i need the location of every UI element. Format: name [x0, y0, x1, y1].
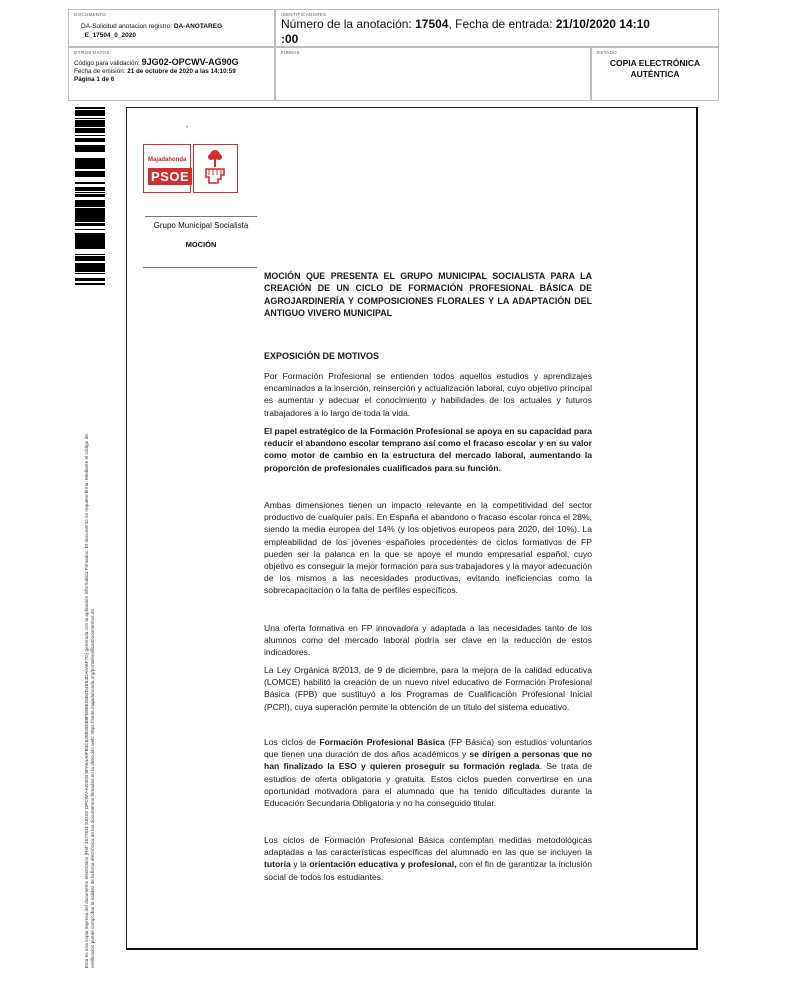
- p6-part-b: Formación Profesional Básica: [319, 737, 445, 747]
- documento-prefix: DA-Solicitud anotacion registro:: [81, 23, 174, 30]
- side-text-line2: verificación puede comprobar la validez de la firma electrónica de los documentos firmados en la dirección web: https://sede.majadahonda.org/portal/verificarDocumentos.do: [90, 608, 95, 968]
- paragraph-6: [264, 736, 592, 809]
- codigo-label: Código para validación:: [74, 60, 142, 67]
- rose-fist-icon: [194, 145, 236, 191]
- side-text-line1: Esta es una copia impresa del documento electrónico (Ref: 1577611 9JG02-OPCWV-AG90G 5FA54A0FB3C528839D88FD85E26B4D4E54DA0A6F7D) generada con la aplicación informática Firmadoc. El documento no requiere firma. Mediante el código de: [84, 434, 89, 968]
- p6-part-c: (FP Básica) son estudios voluntarios que tienen una duración de dos años académicos y: [264, 737, 592, 760]
- p7-part-e: con el fin de garantizar la inclusión social de todos los estudiantes.: [264, 859, 592, 882]
- anotacion-mid: , Fecha de entrada:: [448, 17, 556, 31]
- p7-part-a: Los ciclos de Formación Profesional Básica contemplan medidas metodológicas adaptadas a las características específicas del alumnado en las que se incluyen la: [264, 835, 592, 858]
- anotacion-caption: IDENTIFICADORES: [281, 12, 327, 17]
- paragraph-1: Por Formación Profesional se entienden todos aquellos estudios y aprendizajes encaminados a la inserción, reinserción y actualización laboral, cuyo objetivo principal es aumentar y adecuar el conocimiento y habilidades de los actuales y futuros trabajadores a lo largo de toda la vida.: [264, 371, 592, 418]
- codigo-value: 9JG02-OPCWV-AG90G: [141, 57, 239, 67]
- anotacion-text: [281, 17, 711, 47]
- otros-caption: OTROS DATOS: [74, 50, 110, 55]
- p6-part-a: Los ciclos de: [264, 737, 320, 747]
- stray-dot: •: [186, 125, 189, 131]
- psoe-logo-text: PSOE: [148, 168, 192, 185]
- emision-value: 21 de octubre de 2020 a las 14:10:59: [127, 68, 236, 75]
- estado-text: [594, 58, 716, 80]
- estado-line2: AUTÉNTICA: [630, 69, 680, 79]
- firmas-box: [275, 47, 591, 101]
- documento-box: [68, 9, 275, 47]
- emision-label: Fecha de emisión:: [74, 68, 128, 75]
- psoe-logo-town: Majadahonda: [148, 157, 187, 163]
- psoe-logo: [143, 144, 191, 193]
- documento-text: [81, 22, 271, 40]
- pagina-label: Página 1 de 6: [74, 76, 115, 83]
- p7-part-b: tutoría: [264, 859, 291, 870]
- rose-fist-logo-icon: [193, 144, 238, 193]
- anotacion-date: 21/10/2020 14:10: [555, 17, 650, 31]
- otros-datos-box: [68, 47, 275, 101]
- anotacion-number: 17504: [415, 17, 449, 31]
- p7-part-d: orientación educativa y profesional,: [309, 859, 457, 870]
- anotacion-prefix: Número de la anotación:: [281, 17, 416, 31]
- documento-caption: DOCUMENTO: [74, 12, 107, 17]
- p6-part-d: se dirigen a personas que no han finalizado la ESO y quieren proseguir su formación reglada: [264, 749, 592, 772]
- estado-box: [591, 47, 719, 101]
- document-title: MOCIÓN QUE PRESENTA EL GRUPO MUNICIPAL SOCIALISTA PARA LA CREACIÓN DE UN CICLO DE FORMACIÓN PROFESIONAL BÁSICA DE AGROJARDINERÍA Y COMPOSICIONES FLORALES Y LA ADAPTACIÓN DEL ANTIGUO VIVERO MUNICIPAL: [264, 271, 592, 319]
- document-page: [126, 107, 698, 950]
- group-name: Grupo Municipal Socialista: [145, 216, 257, 230]
- firmas-caption: FIRMAS: [281, 50, 300, 55]
- paragraph-3: Ambas dimensiones tienen un impacto relevante en la competitividad del sector productivo de cualquier país. En España el abandono o fracaso escolar ronca el 28%, siendo la media europea del 14% (y los objetivos europeos para 2020, del 10%). La empleabilidad de los jóvenes españoles procedentes de ciclos formativos de FP pueden ser la palanca en la que se apoye el mundo empresarial español, cuyo objetivo es conseguir la mejor formación para sus trabajadores y la mayor adecuación de los mismos a las necesidades productivas, evitando ineficiencias como la sobrecapacitación o la falta de perfiles específicos.: [264, 500, 592, 596]
- paragraph-5: La Ley Orgánica 8/2013, de 9 de diciembre, para la mejora de la calidad educativa (LOMCE) habilitó la creación de un nuevo nivel educativo de Formación Profesional Básica (FPB) que sustituyó a los Programas de Cualificación Profesional Inicial (PCPI), cuya superación permite la obtención de un título del sistema educativo.: [264, 665, 592, 712]
- paragraph-2: El papel estratégico de la Formación Profesional se apoya en su capacidad para reducir el abandono escolar temprano así como el fracaso escolar y en su valor como motor de cambio en la estructura del mercado laboral, aumentando la proporción de profesionales cualificados para su función.: [264, 426, 592, 473]
- anotacion-box: [275, 9, 719, 47]
- anotacion-time: :00: [281, 32, 299, 46]
- p6-part-e: . Se trata de estudios de oferta obligatoria y gratuita. Estos ciclos pueden convertirse en una oportunidad motivadora para el alumnado que ha tenido dificultades durante la Educación Secundaria Obligatoria y no ha conseguido titular.: [264, 761, 592, 809]
- estado-caption: ESTADO: [597, 50, 617, 55]
- documento-code-a: DA-ANOTAREG: [173, 23, 223, 30]
- paragraph-7: [264, 834, 592, 883]
- paragraph-4: Una oferta formativa en FP innovadora y adaptada a las necesidades tanto de los alumnos como del mercado laboral podría ser clave en la reducción de estos indicadores.: [264, 623, 592, 658]
- estado-line1: COPIA ELECTRÓNICA: [609, 58, 701, 68]
- verification-side-text: [84, 288, 114, 968]
- mocion-label: MOCIÓN: [185, 240, 217, 249]
- otros-text: [74, 58, 274, 84]
- section-heading: EXPOSICIÓN DE MOTIVOS: [264, 351, 380, 361]
- p7-part-c: y la: [290, 859, 310, 870]
- barcode-icon: [75, 106, 105, 286]
- divider: [143, 267, 257, 268]
- documento-code-b: _E_17504_0_2020: [81, 32, 136, 39]
